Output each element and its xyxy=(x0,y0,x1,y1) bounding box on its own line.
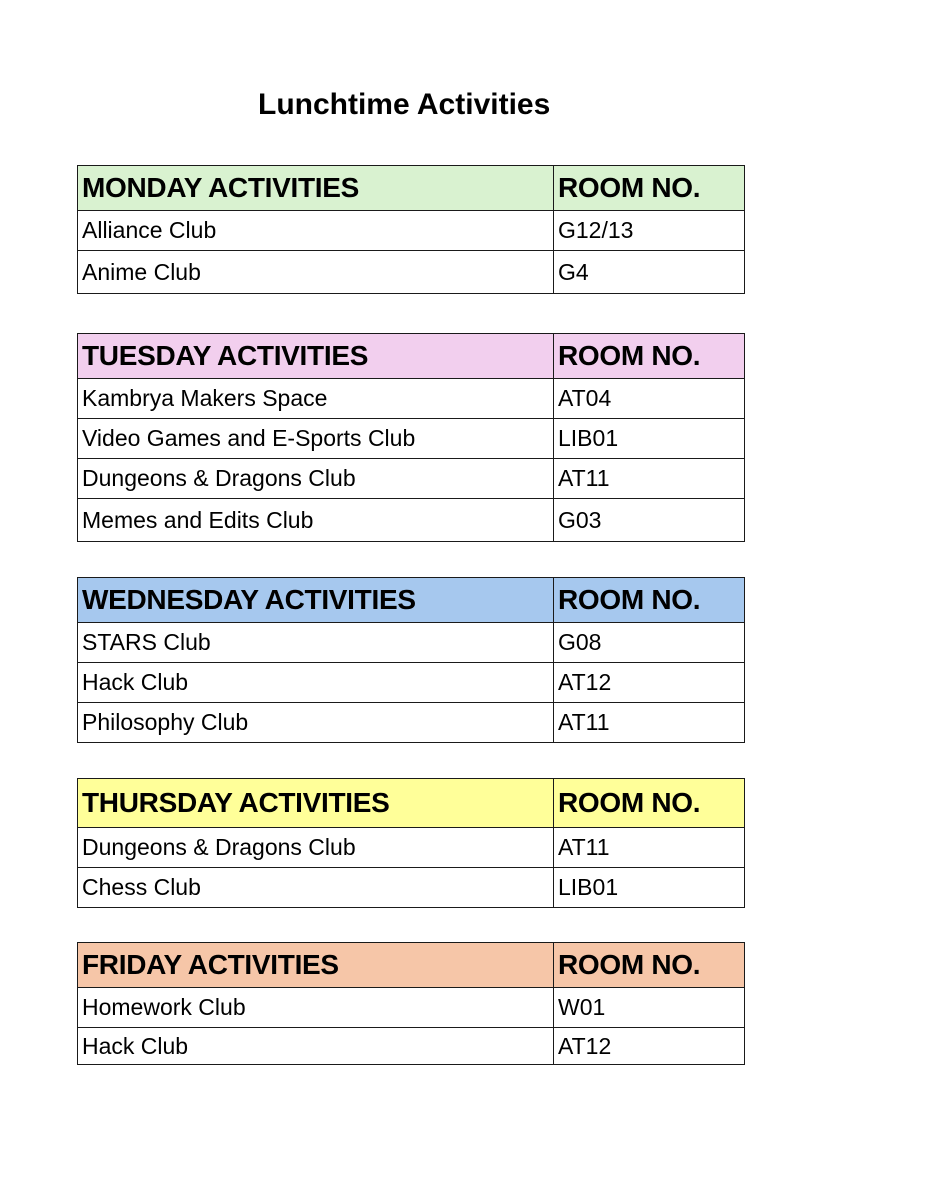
room-cell: AT04 xyxy=(554,379,745,419)
wednesday-header: WEDNESDAY ACTIVITIES xyxy=(78,578,554,623)
activity-cell: Alliance Club xyxy=(78,211,554,251)
room-cell: AT11 xyxy=(554,459,745,499)
room-cell: AT12 xyxy=(554,663,745,703)
room-no-header: ROOM NO. xyxy=(554,578,745,623)
activity-cell: Video Games and E-Sports Club xyxy=(78,419,554,459)
thursday-header: THURSDAY ACTIVITIES xyxy=(78,779,554,828)
monday-table xyxy=(77,165,745,294)
tuesday-table xyxy=(77,333,745,542)
table-row xyxy=(78,703,745,743)
activity-cell: STARS Club xyxy=(78,623,554,663)
activity-cell: Hack Club xyxy=(78,1028,554,1065)
room-cell: G08 xyxy=(554,623,745,663)
table-header-row xyxy=(78,943,745,988)
friday-table xyxy=(77,942,745,1065)
table-row xyxy=(78,988,745,1028)
activity-cell: Hack Club xyxy=(78,663,554,703)
room-no-header: ROOM NO. xyxy=(554,334,745,379)
table-row xyxy=(78,663,745,703)
table-row xyxy=(78,211,745,251)
table-header-row xyxy=(78,166,745,211)
room-no-header: ROOM NO. xyxy=(554,943,745,988)
room-cell: AT11 xyxy=(554,828,745,868)
activity-cell: Memes and Edits Club xyxy=(78,499,554,542)
tuesday-header: TUESDAY ACTIVITIES xyxy=(78,334,554,379)
table-row xyxy=(78,828,745,868)
wednesday-table xyxy=(77,577,745,743)
page-title: Lunchtime Activities xyxy=(258,88,551,121)
table-row xyxy=(78,251,745,294)
room-cell: LIB01 xyxy=(554,419,745,459)
table-row xyxy=(78,499,745,542)
activity-cell: Homework Club xyxy=(78,988,554,1028)
table-row xyxy=(78,419,745,459)
activity-cell: Dungeons & Dragons Club xyxy=(78,828,554,868)
room-cell: G12/13 xyxy=(554,211,745,251)
activity-cell: Kambrya Makers Space xyxy=(78,379,554,419)
room-no-header: ROOM NO. xyxy=(554,779,745,828)
room-cell: AT11 xyxy=(554,703,745,743)
table-header-row xyxy=(78,779,745,828)
activity-cell: Philosophy Club xyxy=(78,703,554,743)
room-cell: W01 xyxy=(554,988,745,1028)
activity-cell: Dungeons & Dragons Club xyxy=(78,459,554,499)
table-row xyxy=(78,623,745,663)
table-row xyxy=(78,868,745,908)
table-header-row xyxy=(78,578,745,623)
friday-header: FRIDAY ACTIVITIES xyxy=(78,943,554,988)
table-row xyxy=(78,379,745,419)
room-cell: AT12 xyxy=(554,1028,745,1065)
room-cell: G4 xyxy=(554,251,745,294)
table-row xyxy=(78,459,745,499)
activity-cell: Anime Club xyxy=(78,251,554,294)
room-cell: G03 xyxy=(554,499,745,542)
room-no-header: ROOM NO. xyxy=(554,166,745,211)
table-row xyxy=(78,1028,745,1065)
monday-header: MONDAY ACTIVITIES xyxy=(78,166,554,211)
thursday-table xyxy=(77,778,745,908)
activity-cell: Chess Club xyxy=(78,868,554,908)
room-cell: LIB01 xyxy=(554,868,745,908)
table-header-row xyxy=(78,334,745,379)
